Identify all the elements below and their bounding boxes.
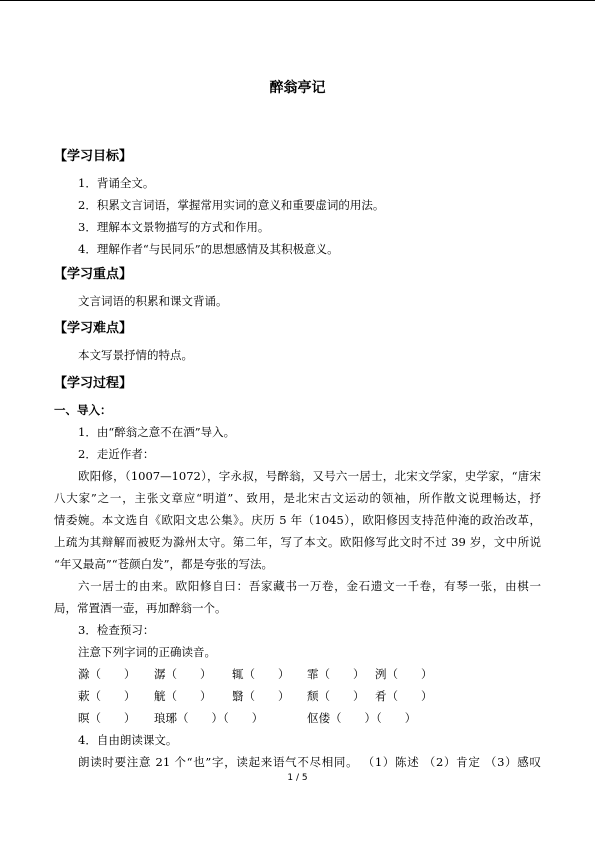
pron-cell: 霏（ ）	[307, 667, 365, 681]
difficulty-heading: 【学习难点】	[54, 321, 133, 336]
origin-line-1: 六一居士的由来。欧阳修自曰：吾家藏书一万卷，金石遗文一千卷，有琴一张，由棋一	[78, 579, 541, 593]
author-line-1: 欧阳修，（1007—1072），字永叔，号醉翁，又号六一居士，北宋文学家，史学家，“唐宋	[78, 469, 541, 483]
pron-cell: 琅琊（ ）（ ）	[154, 711, 264, 725]
intro-heading: 一、导入：	[54, 403, 112, 417]
goals-heading: 【学习目标】	[54, 149, 133, 164]
goal-item-2: 2．积累文言词语，掌握常用实词的意义和重要虚词的用法。	[78, 198, 385, 212]
pron-cell: 洌（ ）	[375, 667, 433, 681]
pron-cell: 潺（ ）	[154, 667, 212, 681]
reading-note-line: 朗读时要注意 21 个“也”字，读起来语气不尽相同。 （1）陈述 （2）肯定 （3）感叹	[78, 755, 541, 769]
author-line-2: 八大家”之一，主张文章应“明道”、致用，是北宋古文运动的领袖，所作散文说理畅达，抒	[54, 491, 541, 505]
difficulty-text: 本文写景抒情的特点。	[78, 348, 193, 362]
pron-cell: 伛偻（ ）（ ）	[307, 711, 417, 725]
pron-cell: 颓（ ）	[307, 689, 365, 703]
pron-cell: 觥（ ）	[154, 689, 212, 703]
author-line-5: “年又最高”“苍颜白发”，都是夸张的写法。	[54, 557, 274, 571]
goal-item-4: 4．理解作者“与民同乐”的思想感情及其积极意义。	[78, 242, 339, 256]
origin-line-2: 局，常置酒一壶，再加醉翁一个。	[54, 601, 227, 615]
pron-cell: 暝（ ）	[78, 711, 136, 725]
intro-item-1: 1．由“醉翁之意不在酒”导入。	[78, 425, 236, 439]
pron-cell: 滁（ ）	[78, 667, 136, 681]
document-title: 醉翁亭记	[269, 80, 326, 96]
page-top-rule	[0, 0, 595, 1]
preview-item-3: 3．检查预习：	[78, 623, 155, 637]
page-number: 1 / 5	[287, 773, 308, 783]
pron-cell: 翳（ ）	[232, 689, 290, 703]
author-line-4: 上疏为其辩解而被贬为滁州太守。第二年，写了本文。欧阳修写此文时不过 39 岁，文中所说	[54, 535, 541, 549]
intro-item-2: 2．走近作者：	[78, 447, 155, 461]
focus-text: 文言词语的积累和课文背诵。	[78, 294, 228, 308]
focus-heading: 【学习重点】	[54, 267, 133, 282]
goal-item-3: 3．理解本文景物描写的方式和作用。	[78, 220, 270, 234]
pron-cell: 肴（ ）	[375, 689, 433, 703]
pron-cell: 蔌（ ）	[78, 689, 136, 703]
author-line-3: 情委婉。本文选自《欧阳文忠公集》。庆历 5 年（1045），欧阳修因支持范仲淹的政治改革，	[54, 513, 541, 527]
pron-cell: 辄（ ）	[232, 667, 290, 681]
process-heading: 【学习过程】	[54, 376, 133, 391]
goal-item-1: 1．背诵全文。	[78, 176, 155, 190]
pronunciation-instruction: 注意下列字词的正确读音。	[78, 645, 216, 659]
read-item-4: 4．自由朗读课文。	[78, 733, 178, 747]
